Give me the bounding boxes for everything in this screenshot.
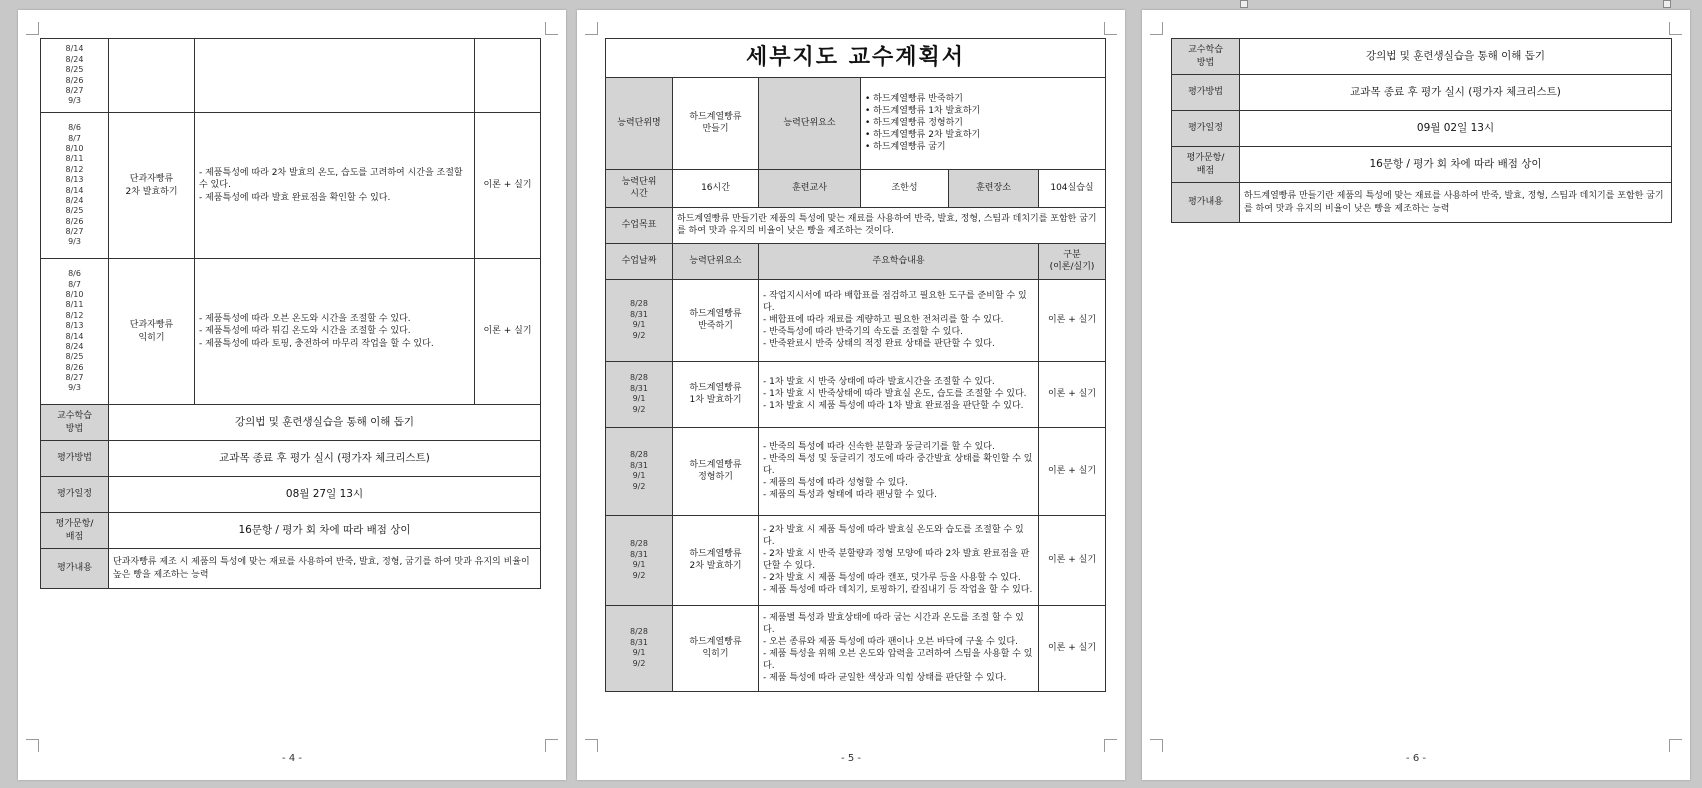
content-line: - 제품특성에 따라 2차 발효의 온도, 습도를 고려하여 시간을 조절할 수 있다.: [199, 168, 463, 191]
unit-name-label: 능력단위명: [606, 77, 673, 169]
learning-content: [759, 515, 1039, 605]
learning-content: [195, 259, 475, 405]
content-line: - 1차 발효 시 반죽상태에 따라 발효실 온도, 습도를 조절할 수 있다.: [763, 389, 1027, 400]
schedule-row: [41, 39, 541, 113]
margin-mark: [585, 739, 598, 752]
header-content: 주요학습내용: [759, 243, 1039, 279]
class-date: 8/7: [68, 279, 81, 289]
class-date: 8/11: [65, 300, 84, 310]
info-label: [1172, 183, 1240, 223]
info-label-text: 평가내용: [1188, 197, 1223, 208]
content-line: - 반죽의 특성 및 둥글리기 정도에 따라 중간발효 상태를 확인할 수 있다.: [763, 453, 1033, 477]
class-date: 8/31: [630, 383, 648, 393]
margin-mark: [26, 739, 39, 752]
header-kind: 구분 (이론/실기): [1039, 243, 1106, 279]
learning-content: [759, 605, 1039, 691]
margin-mark: [1104, 22, 1117, 35]
info-label-text: 교수학습 방법: [1188, 45, 1223, 68]
class-date: 8/28: [630, 450, 648, 460]
unit-name-value: 하드계열빵류 만들기: [673, 77, 759, 169]
info-label: [41, 513, 109, 549]
ruler-marker[interactable]: [1240, 0, 1248, 8]
content-line: - 2차 발효 시 제품 특성에 따라 캔포, 덧가루 등을 사용할 수 있다.: [763, 573, 1021, 584]
content-line: - 제품특성에 따라 발효 완료점을 확인할 수 있다.: [199, 192, 391, 203]
class-date: 8/24: [65, 54, 84, 64]
content-line: - 2차 발효 시 제품 특성에 따라 발효실 온도와 습도를 조절할 수 있다.: [763, 524, 1024, 547]
unit-element-text: 하드계열빵류 2차 발효하기: [689, 549, 742, 572]
class-date: 9/1: [632, 648, 646, 658]
page-6: [1142, 10, 1690, 780]
margin-mark: [585, 22, 598, 35]
margin-mark: [545, 739, 558, 752]
element-item: • 하드계열빵류 굽기: [865, 142, 946, 153]
content-line: - 제품의 특성과 형태에 따라 팬닝할 수 있다.: [763, 490, 937, 501]
class-date: 9/3: [68, 237, 81, 247]
element-list: [861, 77, 1106, 169]
info-row: [41, 441, 541, 477]
schedule-row: [606, 515, 1106, 605]
info-value: 강의법 및 훈련생실습을 통해 이해 돕기: [109, 405, 541, 441]
info-value: 16문항 / 평가 회 차에 따라 배점 상이: [1240, 147, 1672, 183]
class-date: 8/11: [65, 154, 84, 164]
schedule-row: [606, 361, 1106, 427]
unit-element: [673, 605, 759, 691]
class-date: 8/10: [65, 289, 84, 299]
class-date: 8/28: [630, 627, 648, 637]
class-date: 9/2: [632, 404, 646, 414]
document-title: 세부지도 교수계획서: [606, 39, 1106, 78]
place-label: 훈련장소: [949, 169, 1039, 207]
class-date: 8/6: [68, 269, 81, 279]
info-label: [1172, 39, 1240, 75]
class-date: 8/13: [65, 175, 84, 185]
info-label: [41, 549, 109, 589]
margin-mark: [1104, 739, 1117, 752]
header-date: 수업날짜: [606, 243, 673, 279]
class-date: 8/25: [65, 65, 84, 75]
class-date: 9/2: [632, 330, 646, 340]
schedule-row: [41, 259, 541, 405]
class-date: 9/2: [632, 481, 646, 491]
schedule-row: [606, 427, 1106, 515]
unit-element-text: 단과자빵류 익히기: [129, 320, 174, 343]
info-label-text: 평가방법: [57, 453, 92, 464]
page-5: [577, 10, 1125, 780]
goal-value: 하드계열빵류 만들기란 제품의 특성에 맞는 재료를 사용하여 반죽, 발효, 정형, 스팀과 데치기를 포함한 굽기를 하여 맛과 유지의 비율이 낮은 빵을 제조하는 것이다.: [673, 207, 1106, 243]
element-item: • 하드계열빵류 1차 발효하기: [865, 105, 981, 116]
class-kind: 이론 + 실기: [475, 113, 541, 259]
class-date: 8/27: [65, 85, 84, 95]
class-date: 8/7: [68, 133, 81, 143]
class-date: 8/24: [65, 195, 84, 205]
class-date: 8/31: [630, 637, 648, 647]
teacher-label: 훈련교사: [759, 169, 861, 207]
class-date: 8/25: [65, 206, 84, 216]
class-dates: [41, 39, 109, 113]
content-line: - 제품특성에 따라 튀김 온도와 시간을 조절할 수 있다.: [199, 326, 411, 337]
class-date: 8/31: [630, 549, 648, 559]
class-date: 8/31: [630, 460, 648, 470]
unit-element: [673, 361, 759, 427]
class-date: 8/28: [630, 539, 648, 549]
class-date: 8/28: [630, 299, 648, 309]
content-line: - 1차 발효 시 제품 특성에 따라 1차 발효 완료점을 판단할 수 있다.: [763, 401, 1024, 412]
element-label: 능력단위요소: [759, 77, 861, 169]
learning-content: [759, 279, 1039, 361]
margin-mark: [1150, 22, 1163, 35]
info-row: [1172, 147, 1672, 183]
class-date: 9/1: [632, 560, 646, 570]
info-value: 교과목 종료 후 평가 실시 (평가자 체크리스트): [1240, 75, 1672, 111]
info-row: [41, 513, 541, 549]
content-line: - 제품 특성에 따라 데치기, 토핑하기, 칼집내기 등 작업을 할 수 있다.: [763, 585, 1033, 596]
unit-element: [673, 515, 759, 605]
class-date: 8/26: [65, 75, 84, 85]
class-dates: [606, 279, 673, 361]
class-date: 8/14: [65, 331, 84, 341]
info-row: [1172, 75, 1672, 111]
class-kind: 이론 + 실기: [1039, 361, 1106, 427]
hours-value: 16시간: [673, 169, 759, 207]
info-value: 단과자빵류 제조 시 제품의 특성에 맞는 재료를 사용하여 반죽, 발효, 정형, 굽기를 하여 맛과 유지의 비율이 높은 빵을 제조하는 능력: [109, 549, 541, 589]
class-kind: 이론 + 실기: [1039, 515, 1106, 605]
class-kind: 이론 + 실기: [1039, 605, 1106, 691]
content-line: - 1차 발효 시 반죽 상태에 따라 발효시간을 조절할 수 있다.: [763, 376, 995, 387]
class-date: 9/3: [68, 383, 81, 393]
schedule-row: [606, 605, 1106, 691]
margin-mark: [1150, 739, 1163, 752]
class-kind: 이론 + 실기: [1039, 427, 1106, 515]
info-value: 09월 02일 13시: [1240, 111, 1672, 147]
unit-element: [109, 259, 195, 405]
class-date: 8/14: [65, 185, 84, 195]
info-row: [1172, 183, 1672, 223]
info-label-text: 평가문항/ 배점: [55, 519, 94, 542]
class-date: 8/13: [65, 321, 84, 331]
info-row: [1172, 39, 1672, 75]
info-value: 교과목 종료 후 평가 실시 (평가자 체크리스트): [109, 441, 541, 477]
element-item: • 하드계열빵류 정형하기: [865, 118, 963, 129]
header-element: 능력단위요소: [673, 243, 759, 279]
class-date: 9/3: [68, 96, 81, 106]
class-date: 9/2: [632, 570, 646, 580]
content-line: - 제품특성에 따라 오븐 온도와 시간을 조절할 수 있다.: [199, 314, 411, 325]
content-line: - 2차 발효 시 반죽 분할량과 정형 모양에 따라 2차 발효 완료점을 판단할 수 있다.: [763, 549, 1030, 572]
class-date: 9/2: [632, 658, 646, 668]
page-4: [18, 10, 566, 780]
class-date: 8/28: [630, 373, 648, 383]
page-number: - 6 -: [1406, 753, 1426, 764]
page-number: - 4 -: [282, 753, 302, 764]
content-line: - 제품 특성을 위해 오븐 온도와 압력을 고려하여 스팀을 사용할 수 있다.: [763, 649, 1033, 672]
plan-table-continued: [40, 38, 541, 589]
info-label: [1172, 111, 1240, 147]
class-dates: [41, 113, 109, 259]
class-date: 9/1: [632, 471, 646, 481]
page-number: - 5 -: [841, 753, 861, 764]
unit-element-text: 하드계열빵류 1차 발효하기: [689, 383, 742, 406]
class-date: 8/10: [65, 143, 84, 153]
unit-element: [109, 113, 195, 259]
class-dates: [41, 259, 109, 405]
schedule-row: [41, 113, 541, 259]
info-value: 16문항 / 평가 회 차에 따라 배점 상이: [109, 513, 541, 549]
unit-element: [673, 279, 759, 361]
content-line: - 배합표에 따라 재료를 계량하고 필요한 전처리를 할 수 있다.: [763, 315, 1004, 326]
class-dates: [606, 605, 673, 691]
margin-mark: [1669, 22, 1682, 35]
info-label-text: 평가일정: [1188, 123, 1223, 134]
plan-table: [605, 38, 1106, 692]
content-line: - 작업지시서에 따라 배합표를 점검하고 필요한 도구를 준비할 수 있다.: [763, 290, 1027, 313]
class-kind: 이론 + 실기: [475, 259, 541, 405]
class-date: 8/6: [68, 123, 81, 133]
class-kind: 이론 + 실기: [1039, 279, 1106, 361]
margin-mark: [26, 22, 39, 35]
class-date: 8/12: [65, 310, 84, 320]
info-label-text: 평가일정: [57, 489, 92, 500]
unit-element: [673, 427, 759, 515]
class-date: 8/27: [65, 373, 84, 383]
content-line: - 제품 특성에 따라 균일한 색상과 익힘 상태를 판단할 수 있다.: [763, 673, 1007, 684]
learning-content: [195, 39, 475, 113]
content-line: - 반죽특성에 따라 반죽기의 속도를 조절할 수 있다.: [763, 327, 964, 338]
margin-mark: [1669, 739, 1682, 752]
content-line: - 반죽의 특성에 따라 신속한 분할과 둥글리기를 할 수 있다.: [763, 441, 995, 452]
hours-label: 능력단위 시간: [606, 169, 673, 207]
element-item: • 하드계열빵류 2차 발효하기: [865, 130, 981, 141]
margin-mark: [545, 22, 558, 35]
unit-element: [109, 39, 195, 113]
teacher-value: 조한성: [861, 169, 949, 207]
info-label: [1172, 75, 1240, 111]
learning-content: [759, 361, 1039, 427]
element-item: • 하드계열빵류 반죽하기: [865, 93, 963, 104]
content-line: - 제품특성에 따라 토핑, 충전하여 마무리 작업을 할 수 있다.: [199, 338, 434, 349]
info-label-text: 평가내용: [57, 563, 92, 574]
class-date: 8/27: [65, 227, 84, 237]
place-value: 104실습실: [1039, 169, 1106, 207]
info-label-text: 평가방법: [1188, 87, 1223, 98]
info-row: [41, 549, 541, 589]
class-dates: [606, 361, 673, 427]
class-date: 8/26: [65, 362, 84, 372]
info-value[interactable]: 강의법 및 훈련생실습을 통해 이해 돕기: [1240, 39, 1672, 75]
class-date: 8/12: [65, 164, 84, 174]
class-dates: [606, 515, 673, 605]
learning-content: [195, 113, 475, 259]
info-label: [41, 477, 109, 513]
goal-label: 수업목표: [606, 207, 673, 243]
unit-element-text: 단과자빵류 2차 발효하기: [125, 174, 178, 197]
evaluation-table: [1171, 38, 1672, 223]
class-date: 8/24: [65, 341, 84, 351]
class-date: 8/14: [65, 44, 84, 54]
info-label: [41, 441, 109, 477]
info-label: [1172, 147, 1240, 183]
ruler-marker[interactable]: [1663, 0, 1671, 8]
class-date: 9/1: [632, 394, 646, 404]
class-date: 8/31: [630, 309, 648, 319]
info-row: [41, 477, 541, 513]
info-value: 08월 27일 13시: [109, 477, 541, 513]
schedule-row: [606, 279, 1106, 361]
content-line: - 제품별 특성과 발효상태에 따라 굽는 시간과 온도를 조절 할 수 있다.: [763, 612, 1024, 635]
learning-content: [759, 427, 1039, 515]
class-date: 8/26: [65, 216, 84, 226]
info-value: 하드계열빵류 만들기란 제품의 특성에 맞는 재료를 사용하여 반죽, 발효, 정형, 스팀과 데치기를 포함한 굽기를 하여 맛과 유지의 비율이 낮은 빵을 제조하는 능력: [1240, 183, 1672, 223]
info-label-text: 평가문항/ 배점: [1186, 153, 1225, 176]
class-kind: [475, 39, 541, 113]
unit-element-text: 하드계열빵류 익히기: [689, 637, 742, 660]
content-line: - 오븐 종류와 제품 특성에 따라 팬이나 오븐 바닥에 구울 수 있다.: [763, 637, 1018, 648]
class-dates: [606, 427, 673, 515]
unit-element-text: 하드계열빵류 정형하기: [689, 460, 742, 483]
unit-element-text: 하드계열빵류 반죽하기: [689, 309, 742, 332]
info-label: [41, 405, 109, 441]
info-row: [1172, 111, 1672, 147]
content-line: - 반죽완료시 반죽 상태의 적정 완료 상태를 판단할 수 있다.: [763, 339, 995, 350]
class-date: 9/1: [632, 320, 646, 330]
content-line: - 제품의 특성에 따라 성형할 수 있다.: [763, 478, 908, 489]
info-label-text: 교수학습 방법: [57, 411, 92, 434]
class-date: 8/25: [65, 352, 84, 362]
info-row: [41, 405, 541, 441]
